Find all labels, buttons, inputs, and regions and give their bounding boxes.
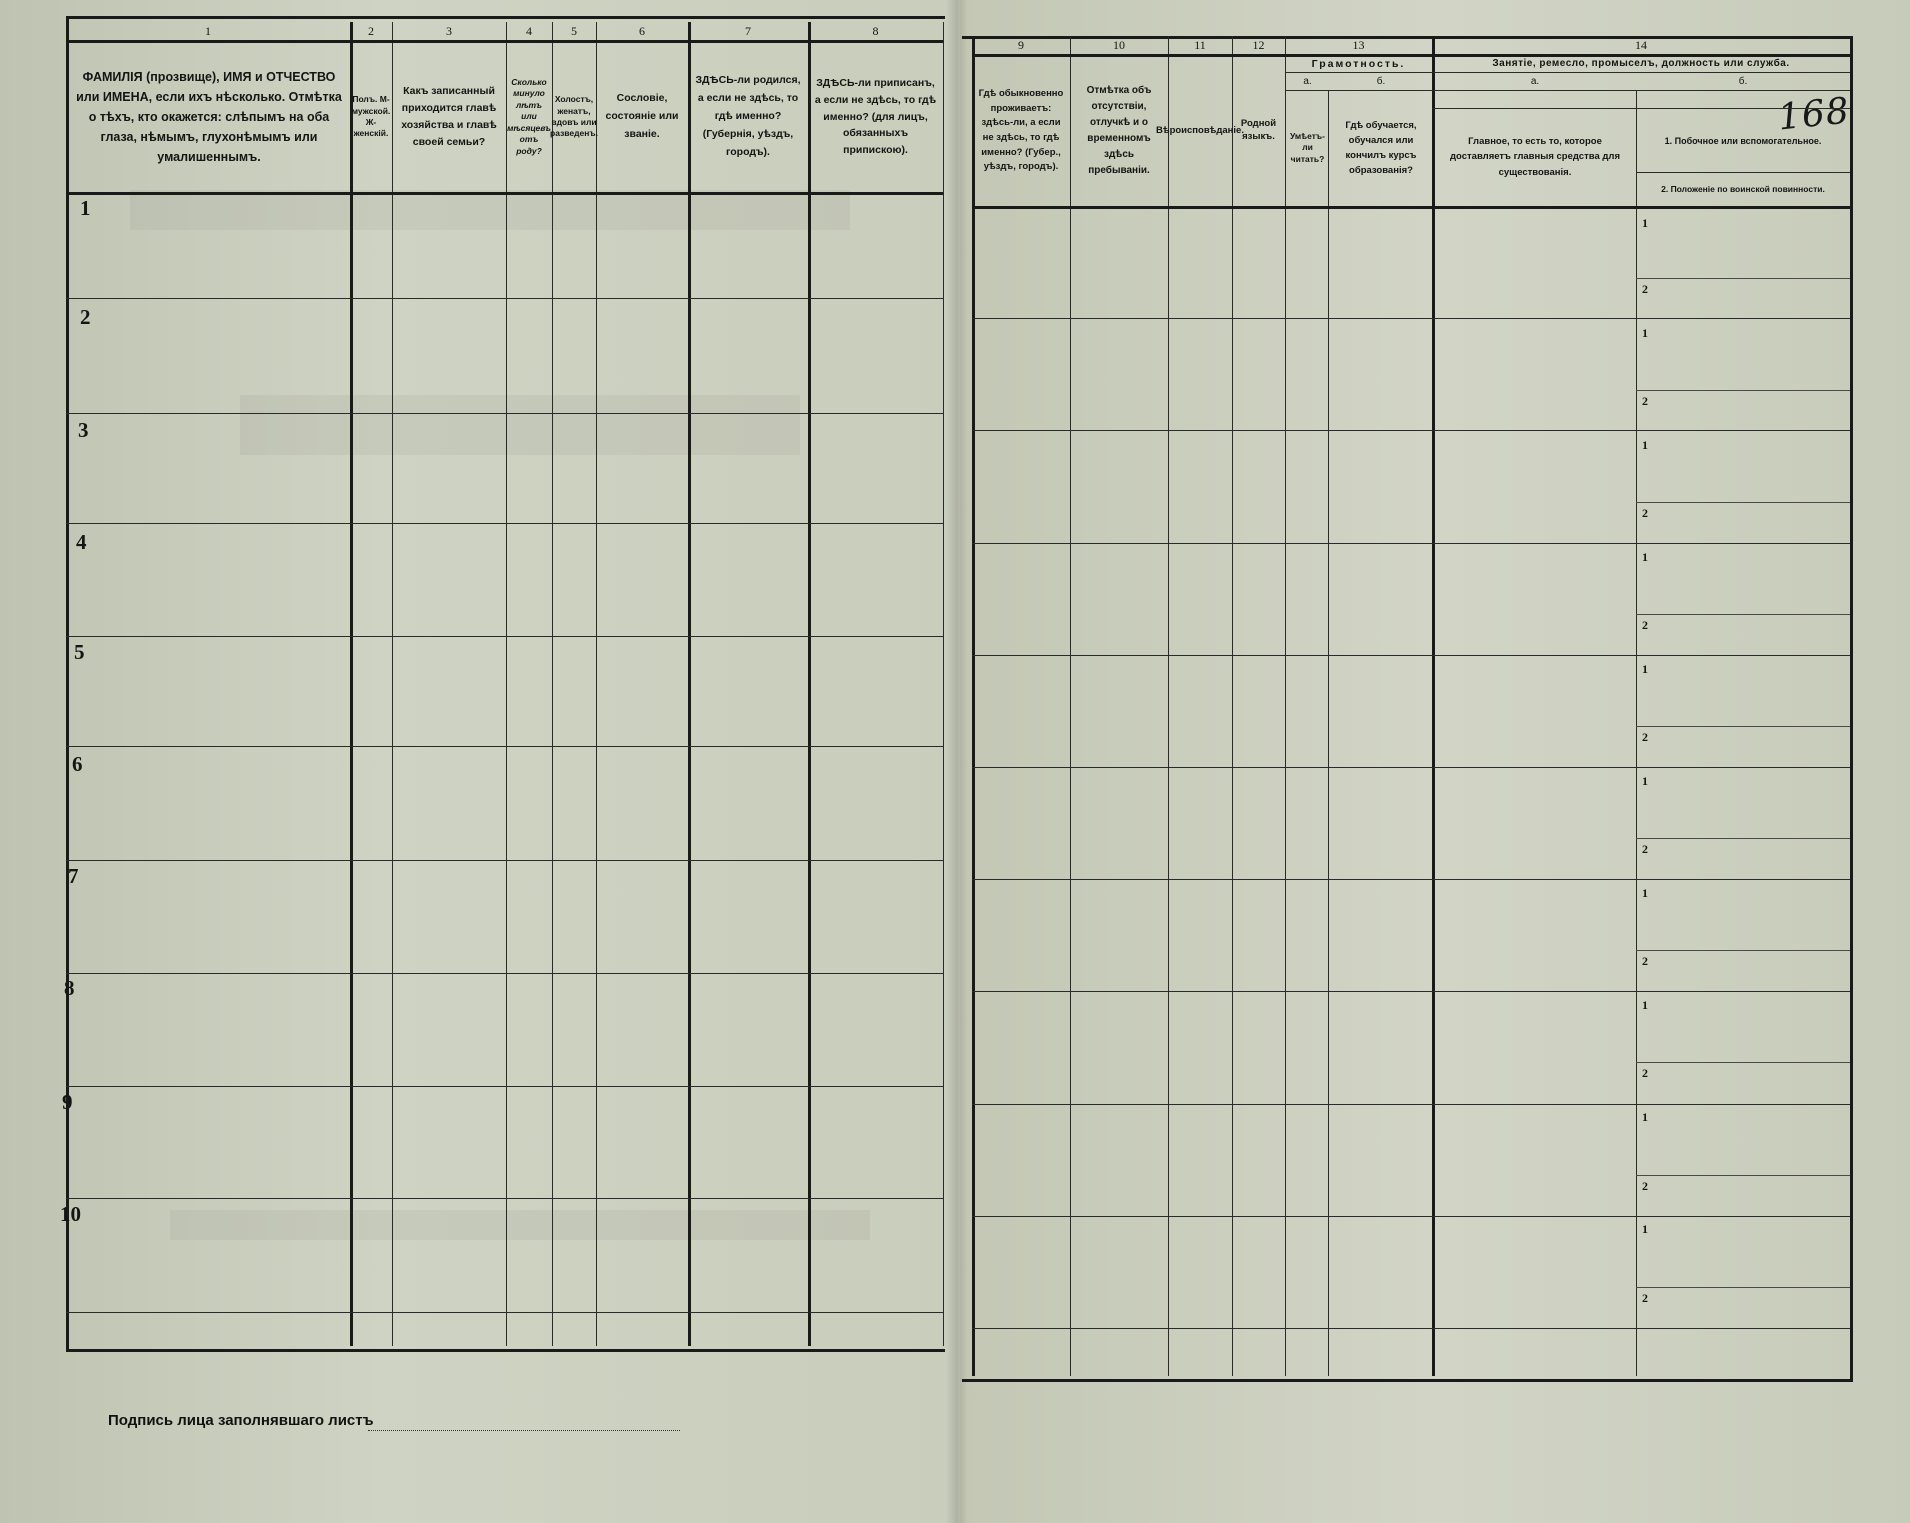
page-number: 168 (1776, 90, 1852, 139)
column-number-14: 14 (1635, 38, 1647, 52)
subrow-5-2: 2 (1642, 730, 1648, 744)
header-birthplace: ЗДѢСЬ-ли родился, а если не здѣсь, то гдѣ именно? (Губернія, уѣздъ, городъ). (695, 74, 801, 158)
subrow-5-1: 1 (1642, 662, 1648, 676)
header-secondary-occupation: 1. Побочное или вспомогательное. (1664, 135, 1822, 146)
header-literacy: Грамотность. (1311, 57, 1406, 70)
header-sex: Полъ. М-мужской. Ж-женскій. (351, 94, 391, 139)
header-residence: Гдѣ обыкновенно проживаетъ: здѣсь-ли, а если не здѣсь, то гдѣ именно? (Губер., уѣздъ, городъ). (978, 87, 1064, 173)
header-age: Сколько минуло лѣтъ или мѣсяцевъ отъ роду? (507, 76, 551, 156)
header-relation: Какъ записанный приходится главѣ хозяйства и главѣ своей семьи? (401, 85, 497, 148)
header-education: Гдѣ обучается, обучался или кончилъ курсъ образованія? (1345, 119, 1417, 177)
header-absence: Отмѣтка объ отсутствіи, отлучкѣ и о временномъ здѣсь пребываніи. (1086, 85, 1152, 176)
subrow-3-2: 2 (1642, 506, 1648, 520)
subrow-10-1: 1 (1642, 1222, 1648, 1236)
header-occupation: Занятіе, ремесло, промыселъ, должность или служба. (1492, 58, 1790, 70)
header-language: Родной языкъ. (1240, 118, 1277, 142)
header-can-read: Умѣетъ-ли читать? (1290, 130, 1325, 164)
header-religion: Вѣроисповѣданіе. (1156, 124, 1244, 136)
subrow-8-1: 1 (1642, 998, 1648, 1012)
subrow-9-2: 2 (1642, 1179, 1648, 1193)
column-number-6: 6 (639, 24, 645, 38)
right-table (962, 36, 1853, 1382)
row-number-1: 1 (80, 196, 91, 220)
header-military-status: 2. Положеніе по воинской повинности. (1661, 184, 1825, 195)
subrow-1-2: 2 (1642, 282, 1648, 296)
column-number-10: 10 (1113, 38, 1125, 52)
subrow-4-1: 1 (1642, 550, 1648, 564)
subrow-9-1: 1 (1642, 1110, 1648, 1124)
column-number-9: 9 (1018, 38, 1024, 52)
column-number-12: 12 (1252, 38, 1265, 52)
row-number-6: 6 (72, 752, 83, 776)
column-number-7: 7 (745, 24, 751, 38)
row-number-8: 8 (64, 976, 75, 1000)
row-number-4: 4 (76, 530, 87, 554)
row-number-10: 10 (60, 1202, 81, 1226)
row-number-2: 2 (80, 305, 91, 329)
header-marital: Холостъ, женатъ, вдовъ или разведенъ. (550, 94, 598, 139)
subrow-8-2: 2 (1642, 1066, 1648, 1080)
signature-label: Подпись лица заполнявшаго листъ (108, 1412, 374, 1429)
row-number-7: 7 (68, 864, 79, 888)
column-number-2: 2 (368, 24, 374, 38)
subrow-7-1: 1 (1642, 886, 1648, 900)
column-number-13: 13 (1352, 38, 1365, 52)
column-number-3: 3 (446, 24, 452, 38)
row-number-3: 3 (78, 418, 89, 442)
header-occupation-a-label: а. (1530, 76, 1540, 88)
subrow-2-1: 1 (1642, 326, 1648, 340)
row-number-5: 5 (74, 640, 85, 664)
subrow-1-1: 1 (1642, 216, 1648, 230)
signature-line[interactable] (368, 1430, 680, 1431)
subrow-3-1: 1 (1642, 438, 1648, 452)
column-number-8: 8 (872, 24, 879, 38)
column-number-11: 11 (1194, 38, 1206, 52)
subrow-6-2: 2 (1642, 842, 1648, 856)
row-number-9: 9 (62, 1090, 73, 1114)
column-number-5: 5 (571, 24, 577, 38)
subrow-2-2: 2 (1642, 394, 1648, 408)
header-estate: Сословіе, состояніе или званіе. (605, 92, 679, 140)
header-main-occupation: Главное, то есть то, которое доставляетъ главныя средства для существованія. (1450, 136, 1620, 178)
header-literacy-a-label: а. (1303, 76, 1312, 88)
column-number-1: 1 (205, 24, 211, 38)
subrow-10-2: 2 (1642, 1291, 1648, 1305)
subrow-4-2: 2 (1642, 618, 1648, 632)
header-literacy-b-label: б. (1376, 76, 1386, 88)
header-name: ФАМИЛІЯ (прозвище), ИМЯ и ОТЧЕСТВО или ИМЕНА, если ихъ нѣсколько. Отмѣтка о тѣхъ, кто окажется: слѣпымъ на оба глаза, нѣмымъ, глухонѣмымъ или умалишеннымъ. (76, 70, 342, 164)
header-registration: ЗДѢСЬ-ли приписанъ, а если не здѣсь, то гдѣ именно? (для лицъ, обязанныхъ припискою). (814, 77, 937, 157)
subrow-7-2: 2 (1642, 954, 1648, 968)
column-number-4: 4 (526, 24, 532, 38)
header-occupation-b-label: б. (1738, 76, 1748, 88)
subrow-6-1: 1 (1642, 774, 1648, 788)
